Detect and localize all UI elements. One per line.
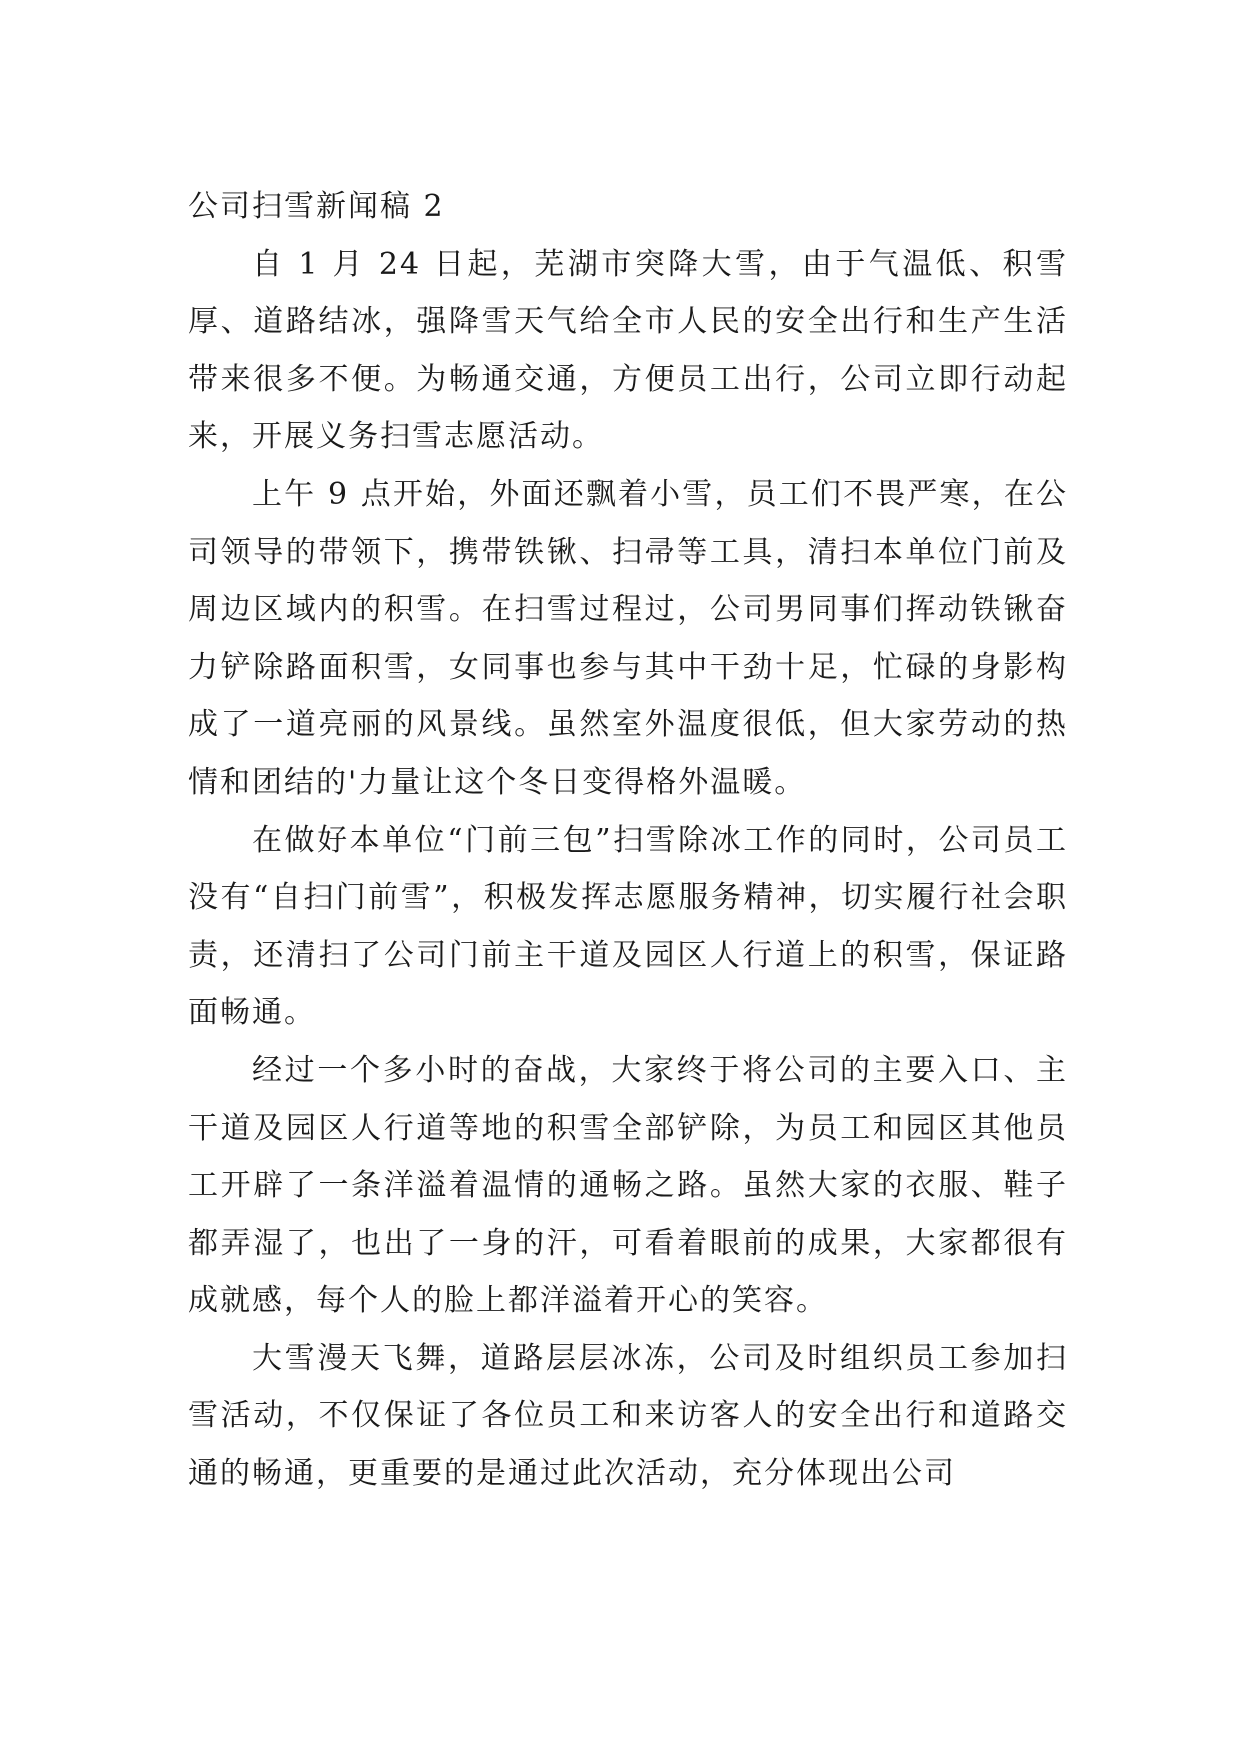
paragraph-3: 在做好本单位“门前三包”扫雪除冰工作的同时，公司员工没有“自扫门前雪”，积极发挥志愿服务精神，切实履行社会职责，还清扫了公司门前主干道及园区人行道上的积雪，保证路面畅通。 [188,822,1068,1031]
paragraph-5: 大雪漫天飞舞，道路层层冰冻，公司及时组织员工参加扫雪活动，不仅保证了各位员工和来访客人的安全出行和道路交通的畅通，更重要的是通过此次活动，充分体现出公司 [188,1340,1068,1492]
paragraph-1: 自 1 月 24 日起，芜湖市突降大雪，由于气温低、积雪厚、道路结冰，强降雪天气给全市人民的安全出行和生产生活带来很多不便。为畅通交通，方便员工出行，公司立即行动起来，开展义务扫雪志愿活动。 [188,246,1068,455]
paragraph-2: 上午 9 点开始，外面还飘着小雪，员工们不畏严寒，在公司领导的带领下，携带铁锹、扫帚等工具，清扫本单位门前及周边区域内的积雪。在扫雪过程过，公司男同事们挥动铁锹奋力铲除路面积雪，女同事也参与其中干劲十足，忙碌的身影构成了一道亮丽的风景线。虽然室外温度很低，但大家劳动的热情和团结的'力量让这个冬日变得格外温暖。 [188,476,1068,800]
document-title: 公司扫雪新闻稿 2 [188,189,445,224]
paragraph-4: 经过一个多小时的奋战，大家终于将公司的主要入口、主干道及园区人行道等地的积雪全部铲除，为员工和园区其他员工开辟了一条洋溢着温情的通畅之路。虽然大家的衣服、鞋子都弄湿了，也出了一身的汗，可看着眼前的成果，大家都很有成就感，每个人的脸上都洋溢着开心的笑容。 [188,1052,1068,1319]
document-body [188,178,1068,1503]
